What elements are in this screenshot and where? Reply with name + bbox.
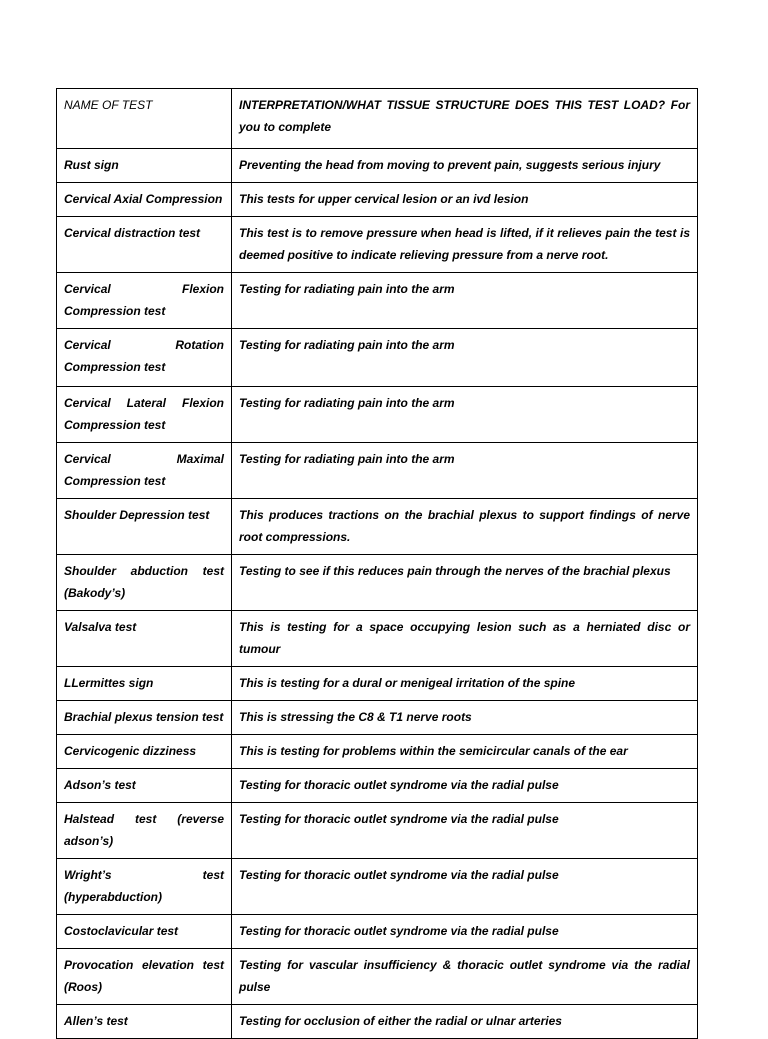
table-row xyxy=(57,555,698,611)
test-interpretation-cell: Testing for thoracic outlet syndrome via the radial pulse xyxy=(232,859,698,915)
test-interpretation-cell: Testing for radiating pain into the arm xyxy=(232,273,698,329)
table-row xyxy=(57,769,698,803)
table-row xyxy=(57,803,698,859)
table-row xyxy=(57,183,698,217)
test-name-cell: Halstead test (reverse adson’s) xyxy=(57,803,232,859)
table-row xyxy=(57,611,698,667)
test-name-cell: Cervical Axial Compression xyxy=(57,183,232,217)
test-name-cell: Costoclavicular test xyxy=(57,915,232,949)
header-name-cell: NAME OF TEST xyxy=(57,89,232,149)
table-row xyxy=(57,443,698,499)
test-interpretation-cell: This test is to remove pressure when head is lifted, if it relieves pain the test is deemed positive to indicate relieving pressure from a nerve root. xyxy=(232,217,698,273)
header-interpretation-cell: INTERPRETATION/WHAT TISSUE STRUCTURE DOES THIS TEST LOAD? For you to complete xyxy=(232,89,698,149)
test-interpretation-cell: This is testing for a dural or menigeal irritation of the spine xyxy=(232,667,698,701)
table-row xyxy=(57,915,698,949)
table-row xyxy=(57,387,698,443)
test-interpretation-cell: Testing for radiating pain into the arm xyxy=(232,443,698,499)
test-interpretation-cell: Testing for occlusion of either the radial or ulnar arteries xyxy=(232,1005,698,1039)
test-name-cell: Cervical Lateral Flexion Compression test xyxy=(57,387,232,443)
test-name-cell: Wright’s test (hyperabduction) xyxy=(57,859,232,915)
table-row xyxy=(57,735,698,769)
test-interpretation-cell: Preventing the head from moving to prevent pain, suggests serious injury xyxy=(232,149,698,183)
test-name-cell: Adson’s test xyxy=(57,769,232,803)
table-row xyxy=(57,329,698,387)
test-interpretation-cell: Testing for radiating pain into the arm xyxy=(232,387,698,443)
table-row xyxy=(57,949,698,1005)
test-interpretation-cell: This is testing for problems within the semicircular canals of the ear xyxy=(232,735,698,769)
test-interpretation-cell: This is testing for a space occupying lesion such as a herniated disc or tumour xyxy=(232,611,698,667)
test-interpretation-cell: Testing for radiating pain into the arm xyxy=(232,329,698,387)
table-row xyxy=(57,1005,698,1039)
header-row xyxy=(57,89,698,149)
test-name-cell: Brachial plexus tension test xyxy=(57,701,232,735)
table-row xyxy=(57,149,698,183)
table-row xyxy=(57,217,698,273)
table-row xyxy=(57,859,698,915)
test-name-cell: Allen’s test xyxy=(57,1005,232,1039)
test-name-cell: Valsalva test xyxy=(57,611,232,667)
test-interpretation-cell: Testing for thoracic outlet syndrome via the radial pulse xyxy=(232,915,698,949)
tests-table-body xyxy=(57,89,698,1039)
test-name-cell: Cervical distraction test xyxy=(57,217,232,273)
test-interpretation-cell: This is stressing the C8 & T1 nerve roots xyxy=(232,701,698,735)
table-row xyxy=(57,667,698,701)
test-name-cell: Provocation elevation test (Roos) xyxy=(57,949,232,1005)
table-row xyxy=(57,499,698,555)
test-interpretation-cell: This tests for upper cervical lesion or an ivd lesion xyxy=(232,183,698,217)
test-name-cell: LLermittes sign xyxy=(57,667,232,701)
test-name-cell: Cervicogenic dizziness xyxy=(57,735,232,769)
tests-table xyxy=(56,88,698,1039)
test-interpretation-cell: This produces tractions on the brachial plexus to support findings of nerve root compressions. xyxy=(232,499,698,555)
test-interpretation-cell: Testing for vascular insufficiency & thoracic outlet syndrome via the radial pulse xyxy=(232,949,698,1005)
test-name-cell: Shoulder Depression test xyxy=(57,499,232,555)
test-interpretation-cell: Testing to see if this reduces pain through the nerves of the brachial plexus xyxy=(232,555,698,611)
table-row xyxy=(57,701,698,735)
table-row xyxy=(57,273,698,329)
test-interpretation-cell: Testing for thoracic outlet syndrome via the radial pulse xyxy=(232,803,698,859)
test-name-cell: Cervical Flexion Compression test xyxy=(57,273,232,329)
test-name-cell: Rust sign xyxy=(57,149,232,183)
test-name-cell: Shoulder abduction test (Bakody’s) xyxy=(57,555,232,611)
test-name-cell: Cervical Maximal Compression test xyxy=(57,443,232,499)
test-interpretation-cell: Testing for thoracic outlet syndrome via the radial pulse xyxy=(232,769,698,803)
test-name-cell: Cervical Rotation Compression test xyxy=(57,329,232,387)
